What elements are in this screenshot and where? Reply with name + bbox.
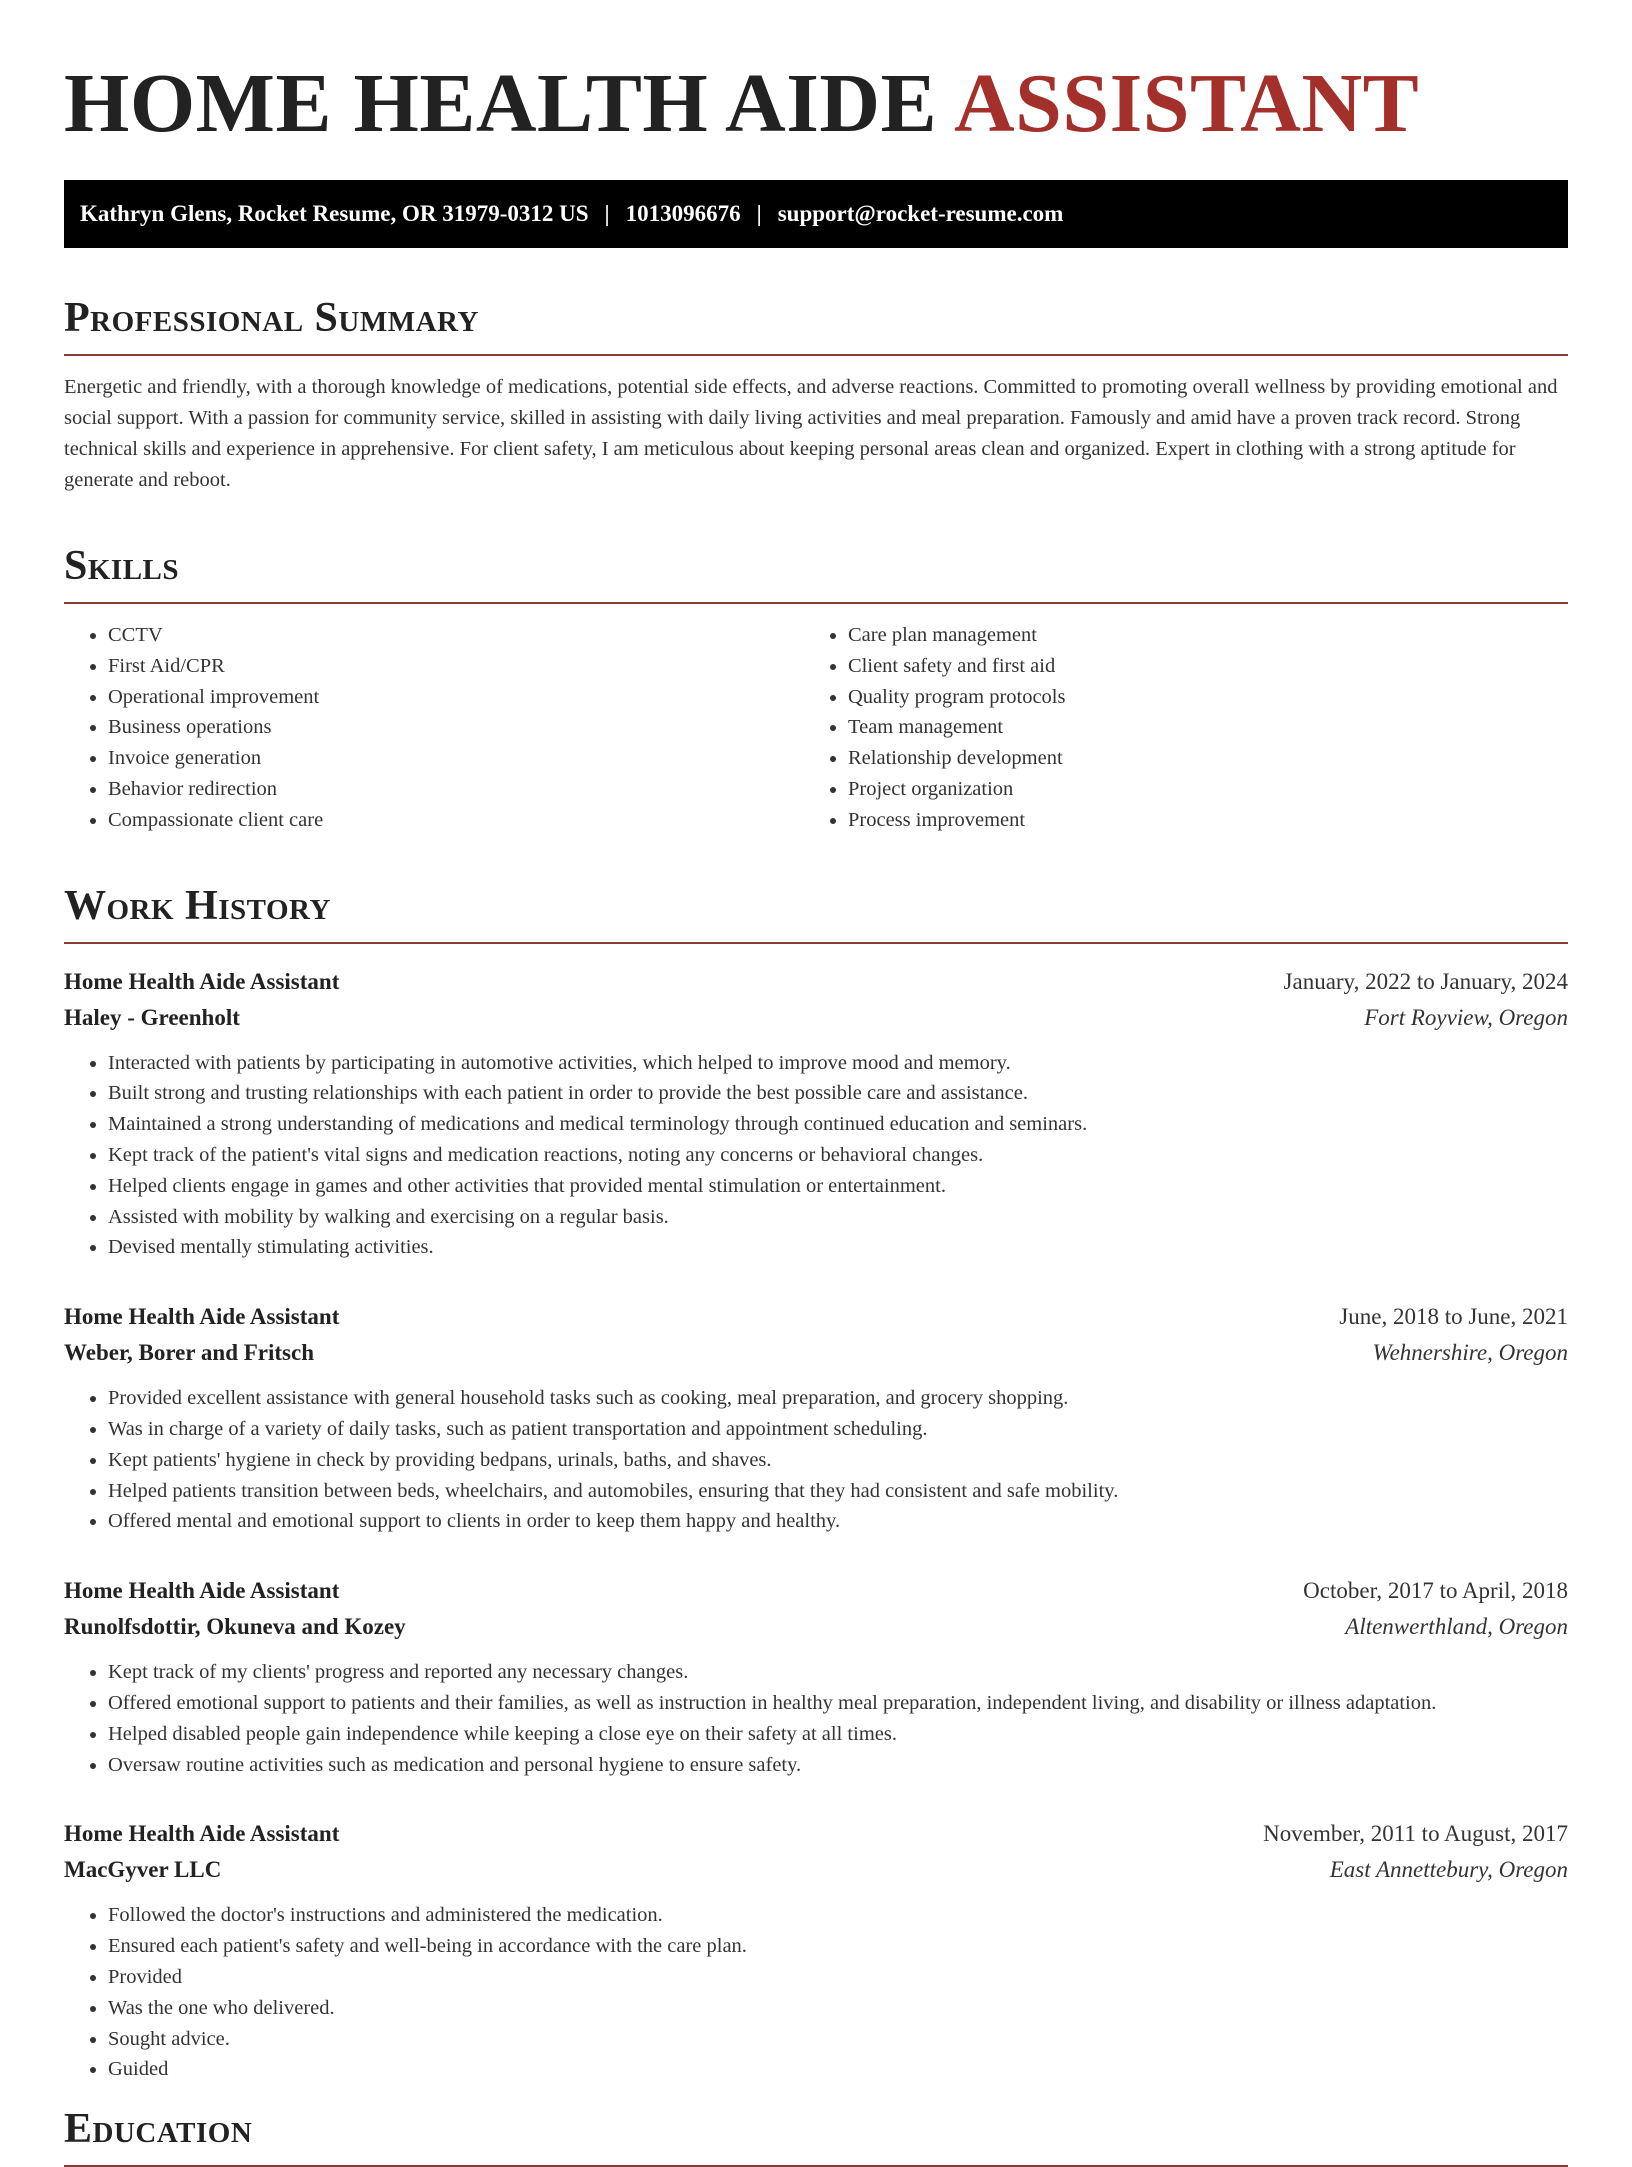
job-bullets bbox=[64, 1048, 1568, 1264]
skills-column-right bbox=[804, 620, 1544, 836]
skill-item: • Invoice generation bbox=[108, 743, 804, 774]
title-main: HOME HEALTH AIDE bbox=[64, 57, 938, 150]
contact-address: Kathryn Glens, Rocket Resume, OR 31979-0312 US bbox=[80, 201, 589, 226]
skill-item: • CCTV bbox=[108, 620, 804, 651]
job-header-row bbox=[64, 1816, 1568, 1852]
job-bullet: • Helped disabled people gain independence while keeping a close eye on their safety at all times. bbox=[108, 1719, 1568, 1750]
job-bullet: • Offered emotional support to patients and their families, as well as instruction in healthy meal preparation, independent living, and disability or illness adaptation. bbox=[108, 1688, 1568, 1719]
job-company: Weber, Borer and Fritsch bbox=[64, 1340, 315, 1366]
skill-item: • Care plan management bbox=[848, 620, 1544, 651]
job-dates: June, 2018 to June, 2021 bbox=[1339, 1304, 1568, 1330]
skills-list bbox=[64, 620, 1568, 836]
contact-email: support@rocket-resume.com bbox=[777, 201, 1064, 226]
job-header-row bbox=[64, 964, 1568, 1000]
job-company-row bbox=[64, 1335, 1568, 1371]
job-bullet: • Followed the doctor's instructions and administered the medication. bbox=[108, 1900, 1568, 1931]
job-company-row bbox=[64, 1852, 1568, 1888]
job-bullet: • Kept track of the patient's vital signs and medication reactions, noting any concerns or behavioral changes. bbox=[108, 1140, 1568, 1171]
job-dates: November, 2011 to August, 2017 bbox=[1263, 1821, 1568, 1847]
job-bullet: • Helped clients engage in games and other activities that provided mental stimulation or entertainment. bbox=[108, 1171, 1568, 1202]
resume-title bbox=[64, 0, 1568, 152]
work-history-heading: Work History bbox=[64, 882, 1568, 944]
job-bullet: • Assisted with mobility by walking and exercising on a regular basis. bbox=[108, 1202, 1568, 1233]
job-header-row bbox=[64, 1299, 1568, 1335]
skill-item: • Compassionate client care bbox=[108, 805, 804, 836]
job-bullet: • Built strong and trusting relationships with each patient in order to provide the best possible care and assistance. bbox=[108, 1078, 1568, 1109]
job-company: Haley - Greenholt bbox=[64, 1004, 240, 1030]
job-bullet: • Guided bbox=[108, 2054, 1568, 2085]
job-bullet: • Provided bbox=[108, 1962, 1568, 1993]
job-bullet: • Maintained a strong understanding of medications and medical terminology through continued education and seminars. bbox=[108, 1109, 1568, 1140]
job-title: Home Health Aide Assistant bbox=[64, 1578, 340, 1604]
job-bullet: • Was in charge of a variety of daily tasks, such as patient transportation and appointment scheduling. bbox=[108, 1414, 1568, 1445]
job-bullet: • Was the one who delivered. bbox=[108, 1993, 1568, 2024]
job-bullet: • Offered mental and emotional support to clients in order to keep them happy and healthy. bbox=[108, 1506, 1568, 1537]
job-entry bbox=[64, 964, 1568, 1264]
job-company-row bbox=[64, 1609, 1568, 1645]
job-bullet: • Devised mentally stimulating activities. bbox=[108, 1232, 1568, 1263]
summary-text: Energetic and friendly, with a thorough knowledge of medications, potential side effects, and adverse reactions. Committed to promoting overall wellness by providing emotional and social support. With a passion for community service, skilled in assisting with daily living activities and meal preparation. Famously and amid have a proven track record. Strong technical skills and experience in apprehensive. For client safety, I am meticulous about keeping personal areas clean and organized. Expert in clothing with a strong aptitude for generate and reboot. bbox=[64, 376, 1558, 491]
skills-column-left bbox=[64, 620, 804, 836]
job-bullet: • Interacted with patients by participating in automotive activities, which helped to improve mood and memory. bbox=[108, 1048, 1568, 1079]
skill-item: • Team management bbox=[848, 712, 1544, 743]
job-bullet: • Ensured each patient's safety and well-being in accordance with the care plan. bbox=[108, 1931, 1568, 1962]
job-title: Home Health Aide Assistant bbox=[64, 1821, 340, 1847]
skill-item: • Relationship development bbox=[848, 743, 1544, 774]
education-heading: Education bbox=[64, 2105, 1568, 2167]
skill-item: • Process improvement bbox=[848, 805, 1544, 836]
job-company: MacGyver LLC bbox=[64, 1857, 222, 1883]
skill-item: • First Aid/CPR bbox=[108, 651, 804, 682]
job-company: Runolfsdottir, Okuneva and Kozey bbox=[64, 1614, 406, 1640]
skill-item: • Business operations bbox=[108, 712, 804, 743]
job-bullets bbox=[64, 1900, 1568, 2085]
job-bullets bbox=[64, 1383, 1568, 1537]
job-bullet: • Kept track of my clients' progress and reported any necessary changes. bbox=[108, 1657, 1568, 1688]
job-bullet: • Sought advice. bbox=[108, 2024, 1568, 2055]
job-title: Home Health Aide Assistant bbox=[64, 1304, 340, 1330]
job-bullet: • Kept patients' hygiene in check by providing bedpans, urinals, baths, and shaves. bbox=[108, 1445, 1568, 1476]
skill-item: • Operational improvement bbox=[108, 682, 804, 713]
job-entry bbox=[64, 1299, 1568, 1537]
summary-heading: Professional Summary bbox=[64, 294, 1568, 356]
job-location: East Annettebury, Oregon bbox=[1329, 1857, 1568, 1883]
job-location: Altenwerthland, Oregon bbox=[1345, 1614, 1568, 1640]
title-accent: ASSISTANT bbox=[953, 57, 1420, 150]
job-entry bbox=[64, 1816, 1568, 2085]
contact-bar bbox=[64, 180, 1568, 248]
job-header-row bbox=[64, 1573, 1568, 1609]
contact-phone: 1013096676 bbox=[625, 201, 741, 226]
skill-item: • Behavior redirection bbox=[108, 774, 804, 805]
job-dates: January, 2022 to January, 2024 bbox=[1283, 968, 1568, 994]
job-bullet: • Oversaw routine activities such as medication and personal hygiene to ensure safety. bbox=[108, 1750, 1568, 1781]
job-dates: October, 2017 to April, 2018 bbox=[1303, 1578, 1568, 1604]
job-bullets bbox=[64, 1657, 1568, 1780]
job-bullet: • Helped patients transition between beds, wheelchairs, and automobiles, ensuring that they had consistent and safe mobility. bbox=[108, 1476, 1568, 1507]
skill-item: • Project organization bbox=[848, 774, 1544, 805]
job-bullet: • Provided excellent assistance with general household tasks such as cooking, meal preparation, and grocery shopping. bbox=[108, 1383, 1568, 1414]
job-location: Wehnershire, Oregon bbox=[1372, 1340, 1568, 1366]
job-entry bbox=[64, 1573, 1568, 1780]
job-company-row bbox=[64, 1000, 1568, 1036]
skills-heading: Skills bbox=[64, 542, 1568, 604]
job-location: Fort Royview, Oregon bbox=[1364, 1004, 1568, 1030]
contact-separator: | bbox=[756, 201, 762, 226]
contact-separator: | bbox=[604, 201, 610, 226]
skill-item: • Client safety and first aid bbox=[848, 651, 1544, 682]
skill-item: • Quality program protocols bbox=[848, 682, 1544, 713]
job-title: Home Health Aide Assistant bbox=[64, 968, 340, 994]
